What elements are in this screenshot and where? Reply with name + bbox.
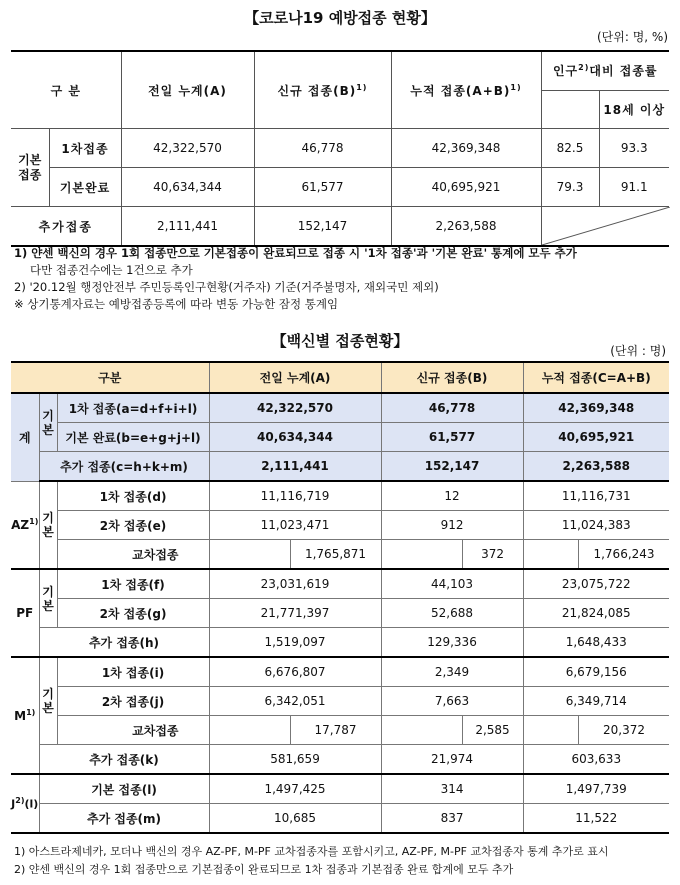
basic-label: 기 본 (39, 481, 57, 569)
cell-prev: 1,497,425 (209, 774, 381, 804)
note-2-2: 2) 얀센 백신의 경우 1회 접종만으로 기본접종이 완료되므로 1차 접종과 기본접종 완료 합계에 모두 추가 (14, 863, 514, 876)
basic-label: 기 본 (39, 569, 57, 628)
header-new: 신규 접종(B) (381, 362, 523, 393)
row-label: 추가 접종(c=h+k+m) (39, 452, 209, 482)
cell-new: 152,147 (381, 452, 523, 482)
vaccine-type-table (11, 361, 669, 834)
cell-prev: 40,634,344 (209, 423, 381, 452)
diagonal-empty-cell (541, 207, 669, 247)
cell-cum: 21,824,085 (523, 599, 669, 628)
cell-cum: 1,648,433 (523, 628, 669, 658)
row-label: 추가 접종(k) (39, 745, 209, 775)
row-label: 기본 접종(l) (39, 774, 209, 804)
cell-prev: 40,634,344 (121, 168, 254, 207)
row-label-cross: 교차접종 (57, 540, 209, 570)
notes-2 (14, 843, 608, 879)
cell-prev: 42,322,570 (209, 393, 381, 423)
row-label: 2차 접종(j) (57, 687, 209, 716)
row-label: 2차 접종(g) (57, 599, 209, 628)
cell-new: 21,974 (381, 745, 523, 775)
note-2: 2) '20.12월 행정안전부 주민등록인구현황(거주자) 기준(거주불명자, 재외국민 제외) (14, 280, 439, 294)
row-label: 1차 접종(i) (57, 657, 209, 687)
cell-new: 129,336 (381, 628, 523, 658)
cell-cum: 11,024,383 (523, 511, 669, 540)
row-label: 1차 접종(a=d+f+i+l) (57, 393, 209, 423)
header-prev-total: 전일 누계(A) (209, 362, 381, 393)
cell-new: 46,778 (381, 393, 523, 423)
row-label-basic-complete: 기본완료 (49, 168, 121, 207)
row-label: 1차 접종(d) (57, 481, 209, 511)
j-label: $J^{2)}(l)$ (11, 774, 39, 833)
row-label-first-dose: 1차접종 (49, 129, 121, 168)
cell-adult: 93.3 (599, 129, 669, 168)
header-cumulative: 누적 접종(C=A+B) (523, 362, 669, 393)
vaccine-section-title: 【백신별 접종현황】 (271, 332, 409, 350)
cell-prev: 2,111,441 (209, 452, 381, 482)
m-label: $M^{1)}$ (11, 657, 39, 774)
cell-pop: 79.3 (541, 168, 599, 207)
header-gubun: 구 분 (11, 51, 121, 129)
cell-cum: 11,522 (523, 804, 669, 834)
header-new: 신규 접종$(B)^{1)}$ (254, 51, 391, 129)
diagonal-line (542, 207, 670, 245)
cell-adult: 91.1 (599, 168, 669, 207)
cell-prev: 1,519,097 (209, 628, 381, 658)
note-3: ※ 상기통계자료는 예방접종등록에 따라 변동 가능한 잠정 통계임 (14, 297, 339, 311)
header-gubun: 구분 (11, 362, 209, 393)
unit-label-2: (단위 : 명) (610, 344, 666, 358)
page-title: 【코로나19 예방접종 현황】 (244, 9, 436, 27)
cell-new: 61,577 (254, 168, 391, 207)
cell-prev: 23,031,619 (209, 569, 381, 599)
row-label: 추가 접종(h) (39, 628, 209, 658)
cell-prev-cross: 1,765,871 (209, 540, 381, 570)
cell-new: 2,349 (381, 657, 523, 687)
cell-prev: 6,676,807 (209, 657, 381, 687)
cell-new: 52,688 (381, 599, 523, 628)
az-label: AZ$^{1)}$ (11, 481, 39, 569)
pf-label: PF (11, 569, 39, 657)
cell-new: 61,577 (381, 423, 523, 452)
cell-cum: 6,679,156 (523, 657, 669, 687)
cell-prev-cross: 17,787 (209, 716, 381, 745)
vaccination-status-table (11, 50, 669, 247)
note-1a: 1) 얀센 백신의 경우 1회 접종만으로 기본접종이 완료되므로 접종 시 '1차 접종'과 '기본 완료' 통계에 모두 추가 (14, 246, 577, 260)
cell-cum: 2,263,588 (523, 452, 669, 482)
cell-cum-cross: 1,766,243 (523, 540, 669, 570)
cell-new: 912 (381, 511, 523, 540)
cell-cum: 23,075,722 (523, 569, 669, 599)
cell-new: 7,663 (381, 687, 523, 716)
cell-prev: 11,023,471 (209, 511, 381, 540)
cell-new: 837 (381, 804, 523, 834)
cell-new: 152,147 (254, 207, 391, 247)
unit-label-1: (단위: 명, %) (596, 30, 668, 44)
row-label: 2차 접종(e) (57, 511, 209, 540)
header-population-rate: 인구$^{2)}$대비 접종률 (541, 51, 669, 90)
cell-new: 46,778 (254, 129, 391, 168)
header-prev-total: 전일 누계(A) (121, 51, 254, 129)
header-cumulative: 누적 접종$(A+B)^{1)}$ (391, 51, 541, 129)
cell-new: 314 (381, 774, 523, 804)
cell-new: 44,103 (381, 569, 523, 599)
cell-prev: 21,771,397 (209, 599, 381, 628)
cell-cum-cross: 20,372 (523, 716, 669, 745)
cell-cum: 40,695,921 (523, 423, 669, 452)
cell-cum: 2,263,588 (391, 207, 541, 247)
row-label: 기본 완료(b=e+g+j+l) (57, 423, 209, 452)
cell-cum: 42,369,348 (523, 393, 669, 423)
cell-prev: 2,111,441 (121, 207, 254, 247)
cell-pop: 82.5 (541, 129, 599, 168)
cell-prev: 6,342,051 (209, 687, 381, 716)
basic-label: 기 본 (39, 393, 57, 452)
row-label: 추가 접종(m) (39, 804, 209, 834)
cell-prev: 581,659 (209, 745, 381, 775)
cell-cum: 603,633 (523, 745, 669, 775)
cell-new-cross: 2,585 (381, 716, 523, 745)
cell-cum: 6,349,714 (523, 687, 669, 716)
cell-prev: 11,116,719 (209, 481, 381, 511)
total-label: 계 (11, 393, 39, 481)
cell-cum: 40,695,921 (391, 168, 541, 207)
note-1b: 다만 접종건수에는 1건으로 추가 (30, 263, 193, 277)
cell-new: 12 (381, 481, 523, 511)
row-label-booster: 추가접종 (11, 207, 121, 247)
cell-cum: 11,116,731 (523, 481, 669, 511)
notes-1 (14, 245, 577, 313)
row-label-cross: 교차접종 (57, 716, 209, 745)
header-empty (541, 90, 599, 129)
cell-prev: 10,685 (209, 804, 381, 834)
cell-prev: 42,322,570 (121, 129, 254, 168)
basic-label: 기 본 (39, 657, 57, 745)
cell-cum: 42,369,348 (391, 129, 541, 168)
cell-new-cross: 372 (381, 540, 523, 570)
group-basic-label: 기본 접종 (11, 129, 49, 207)
row-label: 1차 접종(f) (57, 569, 209, 599)
header-18plus: 18세 이상 (599, 90, 669, 129)
cell-cum: 1,497,739 (523, 774, 669, 804)
note-2-1: 1) 아스트라제네카, 모더나 백신의 경우 AZ-PF, M-PF 교차접종자를 포함시키고, AZ-PF, M-PF 교차접종자 통계 추가로 표시 (14, 845, 609, 858)
